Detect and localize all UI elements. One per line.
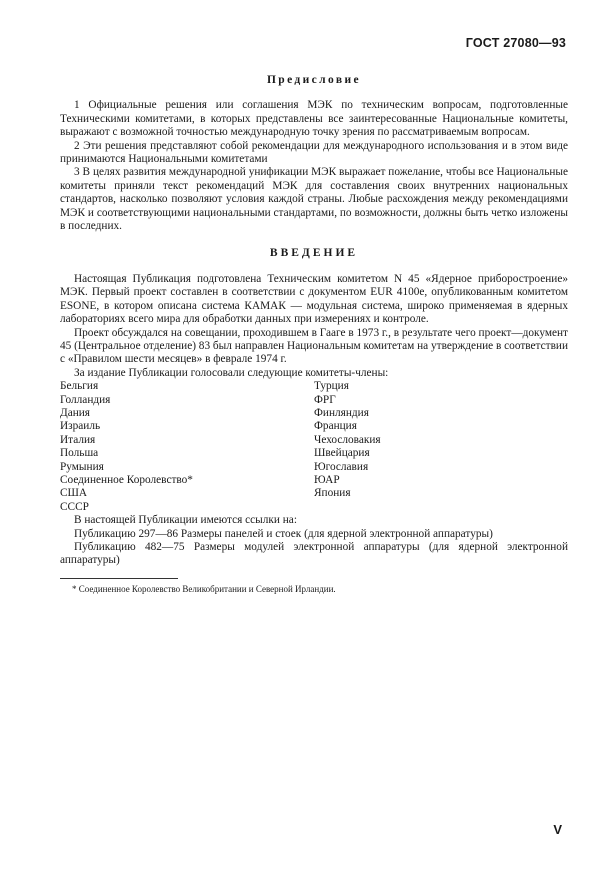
vote-country: СССР: [60, 500, 89, 513]
vote-country: Чехословакия: [314, 433, 381, 446]
vote-country: Дания: [60, 406, 91, 419]
foreword-paragraph-3: 3 В целях развития международной унификации МЭК выражает пожелание, чтобы все Национальные комитеты приняли текст рекомендаций МЭК для составления своих внутренних национальных стандартов, насколько позволяют условия каждой страны. Любые расхождения между рекомендациями МЭК и соответствующими национальными стандартами, по возможности, должны быть четко изложены в последних.: [60, 166, 568, 233]
foreword-paragraph-2: 2 Эти решения представляют собой рекомендации для международного использования и в этом виде принимаются Национальными комитетами: [60, 139, 568, 166]
footnote-divider: [60, 578, 178, 579]
page-number: V: [553, 822, 562, 837]
foreword-paragraph-1: 1 Официальные решения или соглашения МЭК по техническим вопросам, подготовленные Техническими комитетами, в которых представлены все заинтересованные Национальные комитеты, выражают с возможной точностью международную точку зрения по рассматриваемым вопросам.: [60, 99, 568, 139]
footnote: * Соединенное Королевство Великобритании и Северной Ирландии.: [72, 583, 336, 594]
foreword-title: Предисловие: [266, 74, 362, 86]
vote-country: Соединенное Королевство*: [60, 473, 193, 486]
vote-country: Голландия: [60, 393, 111, 406]
votes-left-column: [60, 380, 314, 514]
vote-country: Югославия: [314, 460, 369, 473]
votes-right-column: [314, 380, 568, 514]
vote-country: Турция: [314, 380, 349, 393]
vote-country: США: [60, 487, 88, 500]
vote-country: Финляндия: [314, 406, 369, 419]
vote-country: Италия: [60, 433, 96, 446]
votes-intro: За издание Публикации голосовали следующие комитеты-члены:: [74, 366, 389, 379]
vote-country: Израиль: [60, 420, 101, 433]
voting-committees: [60, 380, 568, 514]
intro-paragraph-1: Настоящая Публикация подготовлена Техническим комитетом N 45 «Ядерное приборостроение» МЭК. Первый проект составлен в соответствии с документом EUR 4100e, опубликованным комитетом ESONE, в котором описана система КАМАК — модульная система, широко применяемая в ядерных лабораториях всего мира для обработки данных при измерениях и контроле.: [60, 272, 568, 326]
vote-country: Румыния: [60, 460, 104, 473]
page-content: [60, 74, 568, 595]
references-intro: В настоящей Публикации имеются ссылки на:: [74, 514, 297, 527]
intro-paragraph-2: Проект обсуждался на совещании, проходившем в Гааге в 1973 г., в результате чего проект—документ 45 (Центральное отделение) 83 был направлен Национальным комитетам на утверждение в соответствии с «Правилом шести месяцев» в феврале 1974 г.: [60, 326, 568, 366]
reference-2: Публикацию 482—75 Размеры модулей электронной аппаратуры (для ядерной электронной аппаратуры): [60, 541, 568, 567]
vote-country: Бельгия: [60, 380, 99, 393]
reference-1: Публикацию 297—86 Размеры панелей и стоек (для ядерной электронной аппаратуры): [74, 527, 493, 540]
vote-country: Польша: [60, 447, 99, 460]
vote-country: ФРГ: [314, 393, 336, 406]
intro-title: ВВЕДЕНИЕ: [269, 247, 359, 260]
vote-country: Швейцария: [314, 447, 370, 460]
standard-header: ГОСТ 27080—93: [465, 36, 566, 50]
vote-country: ЮАР: [314, 473, 340, 486]
vote-country: Франция: [314, 420, 357, 433]
vote-country: Япония: [314, 487, 351, 500]
